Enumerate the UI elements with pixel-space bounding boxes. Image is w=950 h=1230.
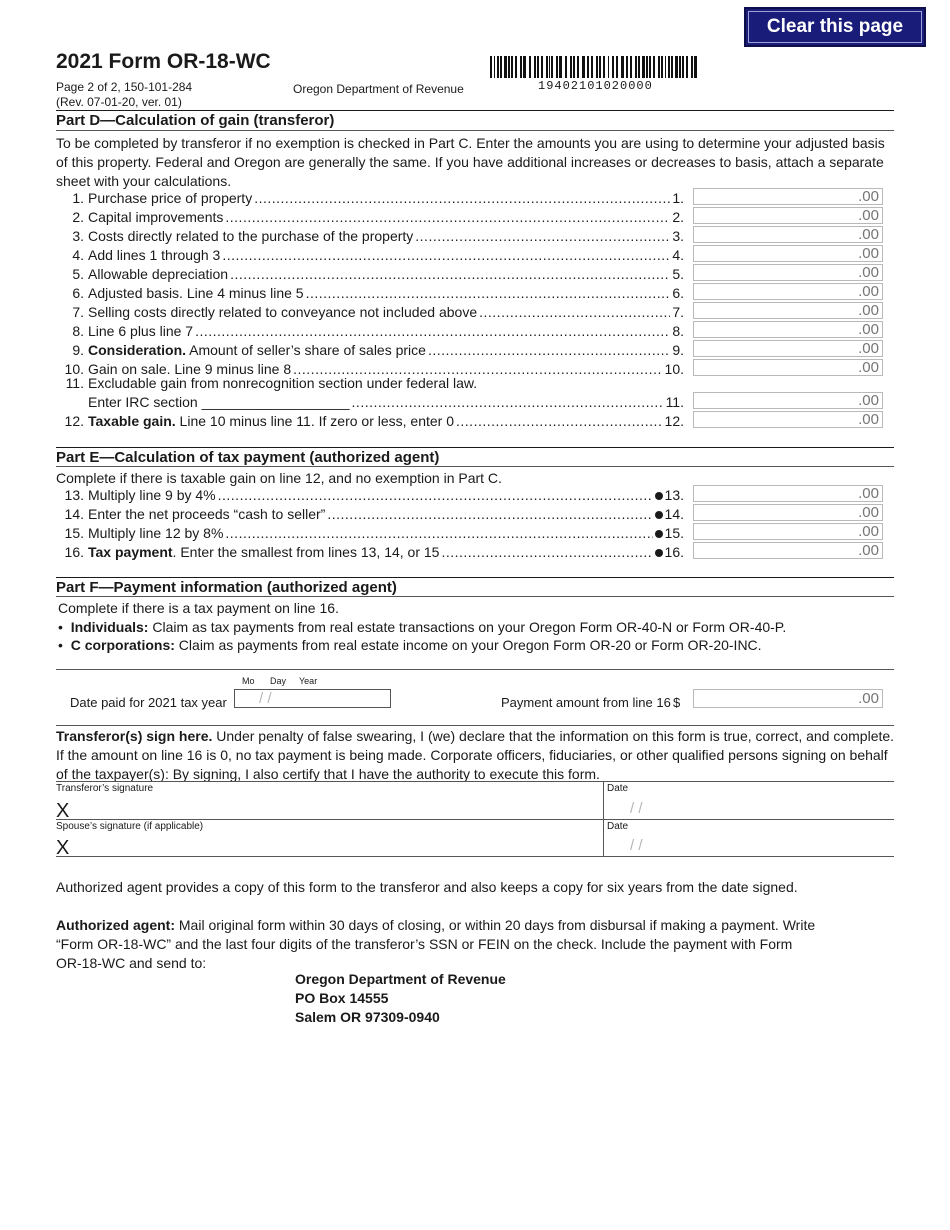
- barcode-bar: [549, 56, 550, 78]
- barcode-bar: [494, 56, 495, 78]
- barcode-bar: [541, 56, 543, 78]
- line-number: 5.: [72, 266, 84, 282]
- part_e-line-13-row: [56, 487, 684, 506]
- barcode-bar: [511, 56, 513, 78]
- part_d-line-6-row: [56, 285, 684, 304]
- line-text: Purchase price of property: [88, 190, 253, 206]
- line-number: 6.: [72, 285, 84, 301]
- transferor-date-field[interactable]: / /: [630, 800, 643, 817]
- line-12-bold: Taxable gain.: [88, 413, 176, 429]
- barcode-bar: [668, 56, 670, 78]
- line-text: Adjusted basis. Line 4 minus line 5: [88, 285, 304, 301]
- barcode-bar: [596, 56, 598, 78]
- line-number: 1.: [72, 190, 84, 206]
- barcode-bar: [508, 56, 510, 78]
- line-text: Multiply line 12 by 8%: [88, 525, 224, 541]
- part_d-line-10-amount[interactable]: [693, 359, 883, 376]
- part_e-line-16-row: [56, 544, 684, 563]
- line-number: 13.: [64, 487, 84, 503]
- line-text: Allowable depreciation: [88, 266, 229, 282]
- barcode-bar: [490, 56, 492, 78]
- line-number: 9.: [72, 342, 84, 358]
- address-line: PO Box 14555: [295, 990, 389, 1006]
- line-text: Gain on sale. Line 9 minus line 8: [88, 361, 292, 377]
- part_d-line-1-row: [56, 190, 684, 209]
- line-label: 14.: [655, 506, 684, 522]
- line-label: 15.: [655, 525, 684, 541]
- line-label: 7.: [672, 304, 684, 320]
- line-label: 13.: [655, 487, 684, 503]
- mailing-address: [295, 970, 506, 1027]
- part_e-line-13-amount[interactable]: [693, 485, 883, 502]
- barcode-bar: [551, 56, 553, 78]
- barcode-bar: [515, 56, 517, 78]
- date-day-label: Day: [270, 676, 287, 686]
- line-12-text: Line 10 minus line 11. If zero or less, enter 0: [175, 413, 455, 429]
- copy-note: Authorized agent provides a copy of this form to the transferor and also keeps a copy for six years from the date signed.: [56, 879, 798, 895]
- line-12-row: [56, 413, 684, 432]
- barcode-bar: [642, 56, 645, 78]
- barcode-bar: [599, 56, 601, 78]
- line-label: 16.: [655, 544, 684, 560]
- bullet-icon: [655, 492, 663, 500]
- barcode-bar: [612, 56, 614, 78]
- barcode-bar: [565, 56, 567, 78]
- barcode-number: 19402101020000: [538, 79, 653, 93]
- payment-amount-label: Payment amount from line 16: [501, 695, 671, 710]
- transferor-signature-label: Transferor’s signature: [56, 783, 154, 794]
- signature-declaration: Transferor(s) sign here. Under penalty of false swearing, I (we) declare that the information on this form is true, correct, and complete. If the amount on line 16 is 0, no tax payment is being made. Corporate officers, fiduciaries, or other qualified persons signing on behalf of the taxpayer(s): By signing, I also certify that I have the authority to execute this form.: [56, 728, 895, 782]
- bullet-corporations: • C corporations: Claim as payments from real estate income on your Oregon Form OR-20 or Form OR-20-INC.: [58, 637, 762, 653]
- barcode-bar: [504, 56, 507, 78]
- part_d-line-4-row: [56, 247, 684, 266]
- line-label: 9.: [672, 342, 684, 358]
- line-number: 10.: [64, 361, 84, 377]
- part_d-line-2-row: [56, 209, 684, 228]
- form-title: 2021 Form OR-18-WC: [56, 50, 271, 73]
- line-number: 15.: [64, 525, 84, 541]
- spouse-signature-field[interactable]: X: [56, 837, 70, 859]
- barcode-bar: [582, 56, 585, 78]
- line-number: 16.: [64, 544, 84, 560]
- line-text: Add lines 1 through 3: [88, 247, 221, 263]
- barcode-bar: [686, 56, 688, 78]
- part-f-title: Part F—Payment information (authorized agent): [56, 579, 397, 596]
- barcode-bar: [638, 56, 640, 78]
- line-11-amount[interactable]: [693, 392, 883, 409]
- line-11-text: Excludable gain from nonrecognition section under federal law.: [88, 375, 478, 391]
- barcode-bar: [682, 56, 684, 78]
- line-bold-text: Tax payment: [88, 544, 173, 560]
- line-text: Selling costs directly related to conveyance not included above: [88, 304, 478, 320]
- line-text: Capital improvements: [88, 209, 224, 225]
- transferor-signature-field[interactable]: X: [56, 800, 70, 822]
- barcode-icon: [490, 56, 702, 78]
- barcode-bar: [616, 56, 618, 78]
- date-paid-label: Date paid for 2021 tax year: [70, 695, 227, 710]
- barcode-bar: [570, 56, 572, 78]
- barcode-bar: [537, 56, 539, 78]
- part_d-line-9-row: [56, 342, 684, 361]
- barcode-bar: [635, 56, 637, 78]
- barcode-bar: [573, 56, 575, 78]
- barcode-bar: [694, 56, 697, 78]
- barcode-bar: [646, 56, 648, 78]
- part_d-line-7-row: [56, 304, 684, 323]
- barcode-bar: [621, 56, 624, 78]
- barcode-bar: [587, 56, 589, 78]
- part-e-title: Part E—Calculation of tax payment (authorized agent): [56, 449, 440, 466]
- part_e-line-14-row: [56, 506, 684, 525]
- barcode-bar: [679, 56, 681, 78]
- part_d-line-8-row: [56, 323, 684, 342]
- line-label: 3.: [672, 228, 684, 244]
- barcode-bar: [534, 56, 536, 78]
- barcode-bar: [675, 56, 678, 78]
- part_e-line-14-amount[interactable]: [693, 504, 883, 521]
- line-text: Line 6 plus line 7: [88, 323, 194, 339]
- payment-amount-input[interactable]: [693, 689, 883, 708]
- line-number: 12.: [64, 413, 84, 429]
- part_d-line-5-row: [56, 266, 684, 285]
- part-f-intro: Complete if there is a tax payment on line 16.: [58, 600, 339, 616]
- line-text: Enter the net proceeds “cash to seller”: [88, 506, 326, 522]
- spouse-signature-label: Spouse’s signature (if applicable): [56, 821, 204, 832]
- barcode-bar: [591, 56, 593, 78]
- line-label: 11.: [665, 394, 684, 410]
- bullet-icon: [655, 530, 663, 538]
- line-label: 6.: [672, 285, 684, 301]
- part_d-line-7-amount[interactable]: [693, 302, 883, 319]
- part-d-title: Part D—Calculation of gain (transferor): [56, 112, 335, 129]
- line-number: 4.: [72, 247, 84, 263]
- barcode-bar: [603, 56, 605, 78]
- line-label: 12.: [664, 413, 684, 429]
- line-label: 10.: [664, 361, 684, 377]
- line-text: Multiply line 9 by 4%: [88, 487, 216, 503]
- date-year-label: Year: [299, 676, 318, 686]
- part-d-intro: To be completed by transferor if no exemption is checked in Part C. Enter the amounts you are using to determine your adjusted basis of this property. Federal and Oregon are generally the same. If you have additional increases or decreases to basis, attach a separate sheet with your calculations.: [56, 135, 885, 189]
- barcode-bar: [691, 56, 693, 78]
- agency-name: Oregon Department of Revenue: [293, 82, 464, 96]
- agent-instructions: Authorized agent: Mail original form within 30 days of closing, or within 20 days from disbursal if making a payment. Write “Form OR-18-WC” and the last four digits of the transferor’s SSN or FEIN on the check. Include the payment with Form OR-18-WC and send to:: [56, 917, 816, 971]
- part_d-line-2-amount[interactable]: [693, 207, 883, 224]
- barcode-bar: [556, 56, 558, 78]
- barcode-bar: [630, 56, 632, 78]
- line-number: 8.: [72, 323, 84, 339]
- date-mo-label: Mo: [242, 676, 255, 686]
- line-bold-text: Consideration.: [88, 342, 187, 358]
- barcode-bar: [658, 56, 660, 78]
- date-paid-input[interactable]: / /: [234, 689, 391, 708]
- bullet-icon: [655, 549, 663, 557]
- barcode-bar: [529, 56, 531, 78]
- line-number: 11.: [65, 375, 84, 391]
- barcode-bar: [671, 56, 673, 78]
- barcode-bar: [500, 56, 502, 78]
- barcode-bar: [577, 56, 579, 78]
- line-text: . Enter the smallest from lines 13, 14, or 15: [172, 544, 440, 560]
- line-12-amount[interactable]: [693, 411, 883, 428]
- line-label: 4.: [672, 247, 684, 263]
- barcode-bar: [626, 56, 628, 78]
- spouse-date-label: Date: [607, 821, 629, 832]
- page-info: Page 2 of 2, 150-101-284: [56, 80, 193, 94]
- clear-page-button[interactable]: Clear this page: [744, 7, 926, 47]
- irc-section-field[interactable]: Enter IRC section ___________________: [88, 394, 350, 410]
- barcode-bar: [520, 56, 522, 78]
- barcode-bar: [497, 56, 499, 78]
- spouse-date-field[interactable]: / /: [630, 837, 643, 854]
- bullet-icon: [655, 511, 663, 519]
- line-label: 8.: [672, 323, 684, 339]
- part_d-line-6-amount[interactable]: [693, 283, 883, 300]
- address-line: Salem OR 97309-0940: [295, 1009, 440, 1025]
- dollar-sign: $: [673, 695, 681, 710]
- line-text: Costs directly related to the purchase of the property: [88, 228, 414, 244]
- barcode-bar: [665, 56, 666, 78]
- barcode-bar: [608, 56, 609, 78]
- barcode-bar: [523, 56, 526, 78]
- barcode-bar: [661, 56, 663, 78]
- part_e-line-15-amount[interactable]: [693, 523, 883, 540]
- line-number: 14.: [64, 506, 84, 522]
- line-number: 2.: [72, 209, 84, 225]
- line-11-irc-row: [56, 394, 684, 413]
- line-label: 1.: [672, 190, 684, 206]
- part_d-line-3-row: [56, 228, 684, 247]
- line-label: 2.: [672, 209, 684, 225]
- line-text: Amount of seller’s share of sales price: [186, 342, 426, 358]
- bullet-individuals: • Individuals: Claim as tax payments from real estate transactions on your Oregon Form OR-40-N or Form OR-40-P.: [58, 619, 787, 635]
- part_d-line-1-amount[interactable]: [693, 188, 883, 205]
- part_d-line-9-amount[interactable]: [693, 340, 883, 357]
- part_d-line-5-amount[interactable]: [693, 264, 883, 281]
- part_e-line-16-amount[interactable]: [693, 542, 883, 559]
- barcode-bar: [546, 56, 548, 78]
- part_d-line-8-amount[interactable]: [693, 321, 883, 338]
- line-number: 3.: [72, 228, 84, 244]
- line-11-row: [56, 375, 684, 394]
- barcode-bar: [649, 56, 651, 78]
- barcode-bar: [559, 56, 562, 78]
- line-label: 5.: [672, 266, 684, 282]
- part_d-line-4-amount[interactable]: [693, 245, 883, 262]
- barcode-bar: [653, 56, 655, 78]
- part_e-line-15-row: [56, 525, 684, 544]
- revision-info: (Rev. 07-01-20, ver. 01): [56, 95, 182, 109]
- part-e-intro: Complete if there is taxable gain on line 12, and no exemption in Part C.: [56, 470, 502, 486]
- transferor-date-label: Date: [607, 783, 629, 794]
- line-number: 7.: [72, 304, 84, 320]
- address-line: Oregon Department of Revenue: [295, 971, 506, 987]
- part_d-line-3-amount[interactable]: [693, 226, 883, 243]
